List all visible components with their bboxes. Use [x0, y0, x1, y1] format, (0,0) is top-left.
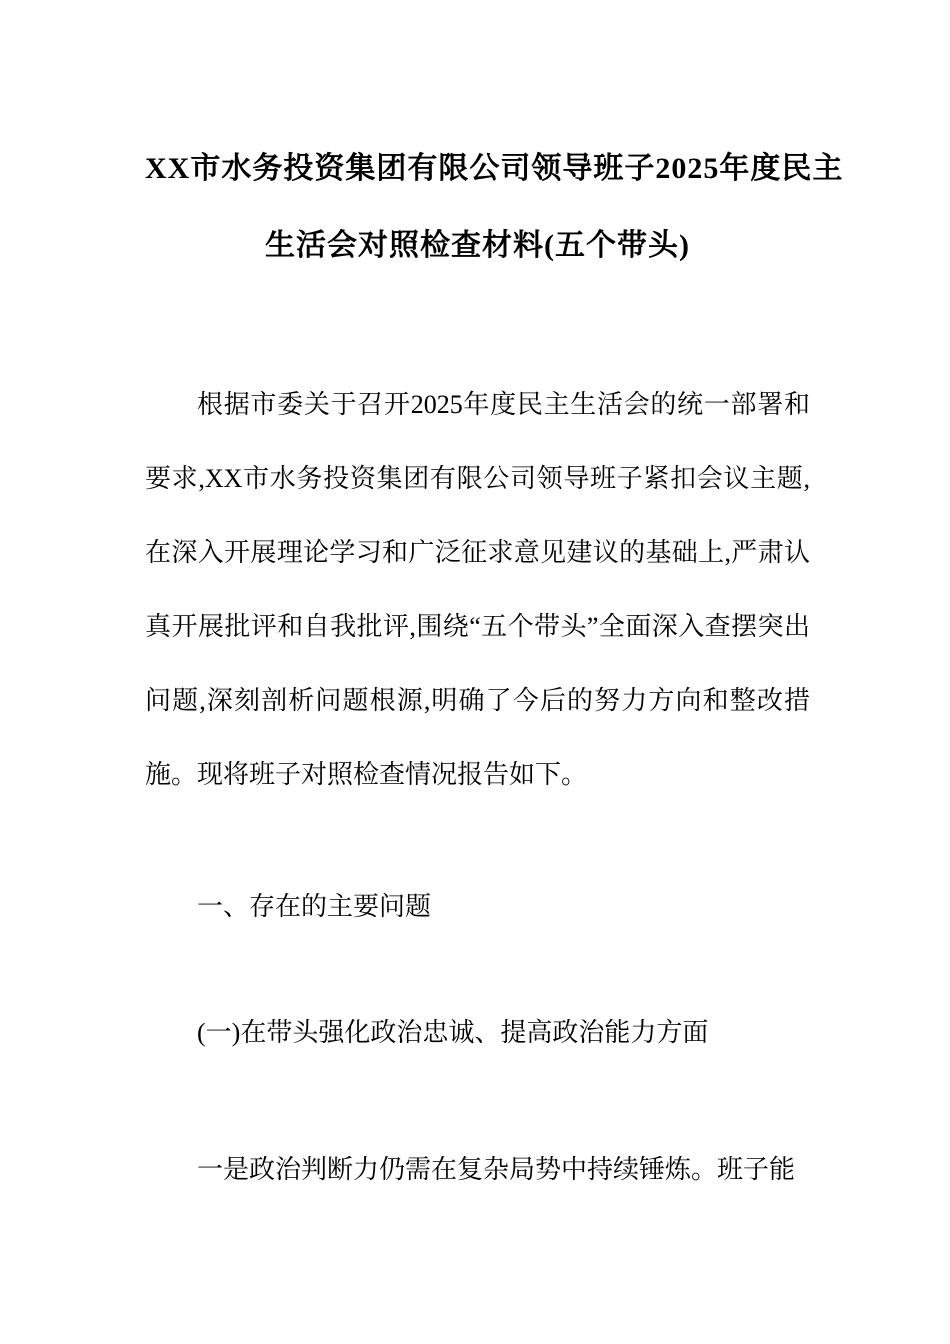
intro-paragraph: 根据市委关于召开2025年度民主生活会的统一部署和要求,XX市水务投资集团有限公司领导班子紧扣会议主题,在深入开展理论学习和广泛征求意见建议的基础上,严肃认真开展批评和自我批评,围绕“五个带头”全面深入查摆突出问题,深刻剖析问题根源,明确了今后的努力方向和整改措施。现将班子对照检查情况报告如下。	[145, 390, 810, 789]
subsection-heading-political-loyalty: (一)在带头强化政治忠诚、提高政治能力方面	[197, 1018, 709, 1047]
document-title	[145, 0, 844, 284]
section-heading-main-problems: 一、存在的主要问题	[197, 892, 432, 921]
document-content	[145, 0, 844, 1207]
title-line-1: XX市水务投资集团有限公司领导班子2025年度民主	[145, 152, 844, 185]
body-paragraph-political-judgment: 一是政治判断力仍需在复杂局势中持续锤炼。班子能	[197, 1155, 796, 1184]
title-line-2: 生活会对照检查材料(五个带头)	[265, 229, 690, 262]
